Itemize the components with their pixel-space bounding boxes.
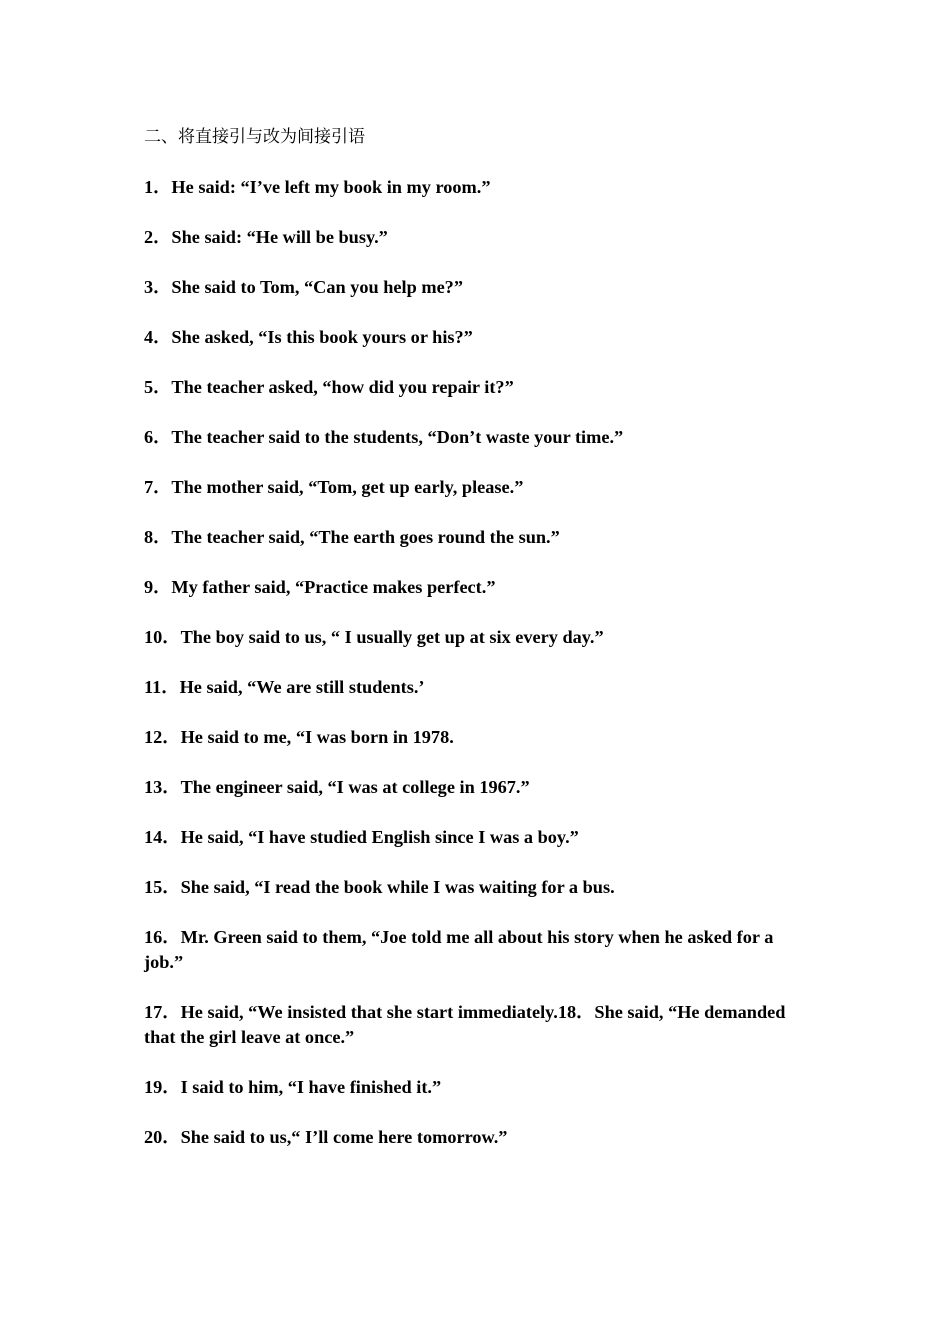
exercise-sentence: The teacher said to the students, “Don’t waste your time.” — [171, 427, 624, 447]
exercise-sentence: The boy said to us, “ I usually get up at six every day.” — [180, 627, 604, 647]
exercise-sentence: He said, “We insisted that she start immediately.18．She said, “He demanded that the girl leave at once.” — [144, 1002, 786, 1047]
exercise-number: 3． — [144, 277, 172, 297]
exercise-sentence: I said to him, “I have finished it.” — [180, 1077, 442, 1097]
exercise-number: 7． — [144, 477, 172, 497]
exercise-item — [144, 725, 808, 750]
exercise-sentence: She asked, “Is this book yours or his?” — [171, 327, 473, 347]
exercise-sentence: The engineer said, “I was at college in 1967.” — [180, 777, 530, 797]
exercise-number: 2． — [144, 227, 172, 247]
exercise-sentence: She said to Tom, “Can you help me?” — [171, 277, 463, 297]
exercise-sentence: Mr. Green said to them, “Joe told me all about his story when he asked for a job.” — [144, 927, 774, 972]
exercise-number: 17． — [144, 1002, 181, 1022]
section-heading: 二、将直接引与改为间接引语 — [144, 127, 365, 147]
exercise-sentence: He said: “I’ve left my book in my room.” — [171, 177, 491, 197]
exercise-list — [144, 175, 808, 1175]
exercise-item — [144, 375, 808, 400]
exercise-item — [144, 925, 808, 975]
exercise-number: 4． — [144, 327, 172, 347]
exercise-number: 12． — [144, 727, 181, 747]
exercise-sentence: She said, “I read the book while I was waiting for a bus. — [180, 877, 615, 897]
exercise-number: 10． — [144, 627, 181, 647]
exercise-sentence: He said, “I have studied English since I was a boy.” — [180, 827, 579, 847]
exercise-item — [144, 825, 808, 850]
exercise-number: 11． — [144, 677, 180, 697]
exercise-item — [144, 875, 808, 900]
exercise-item — [144, 575, 808, 600]
exercise-sentence: The mother said, “Tom, get up early, please.” — [171, 477, 524, 497]
exercise-sentence: The teacher said, “The earth goes round the sun.” — [171, 527, 560, 547]
exercise-number: 20． — [144, 1127, 181, 1147]
exercise-number: 6． — [144, 427, 172, 447]
exercise-item — [144, 675, 808, 700]
exercise-item — [144, 525, 808, 550]
exercise-number: 5． — [144, 377, 172, 397]
exercise-number: 1． — [144, 177, 172, 197]
exercise-number: 9． — [144, 577, 172, 597]
exercise-item — [144, 625, 808, 650]
exercise-sentence: He said, “We are still students.’ — [179, 677, 425, 697]
exercise-sentence: He said to me, “I was born in 1978. — [180, 727, 454, 747]
exercise-item — [144, 1075, 808, 1100]
exercise-item — [144, 425, 808, 450]
exercise-number: 19． — [144, 1077, 181, 1097]
exercise-sentence: She said: “He will be busy.” — [171, 227, 388, 247]
exercise-number: 16． — [144, 927, 181, 947]
exercise-item — [144, 475, 808, 500]
exercise-number: 14． — [144, 827, 181, 847]
exercise-sentence: She said to us,“ I’ll come here tomorrow.” — [180, 1127, 508, 1147]
exercise-item — [144, 1000, 808, 1050]
exercise-item — [144, 325, 808, 350]
exercise-item — [144, 775, 808, 800]
exercise-sentence: My father said, “Practice makes perfect.” — [171, 577, 496, 597]
exercise-item — [144, 225, 808, 250]
exercise-item — [144, 1125, 808, 1150]
exercise-number: 8． — [144, 527, 172, 547]
exercise-number: 15． — [144, 877, 181, 897]
exercise-number: 13． — [144, 777, 181, 797]
exercise-item — [144, 275, 808, 300]
exercise-item — [144, 175, 808, 200]
exercise-sentence: The teacher asked, “how did you repair it?” — [171, 377, 514, 397]
